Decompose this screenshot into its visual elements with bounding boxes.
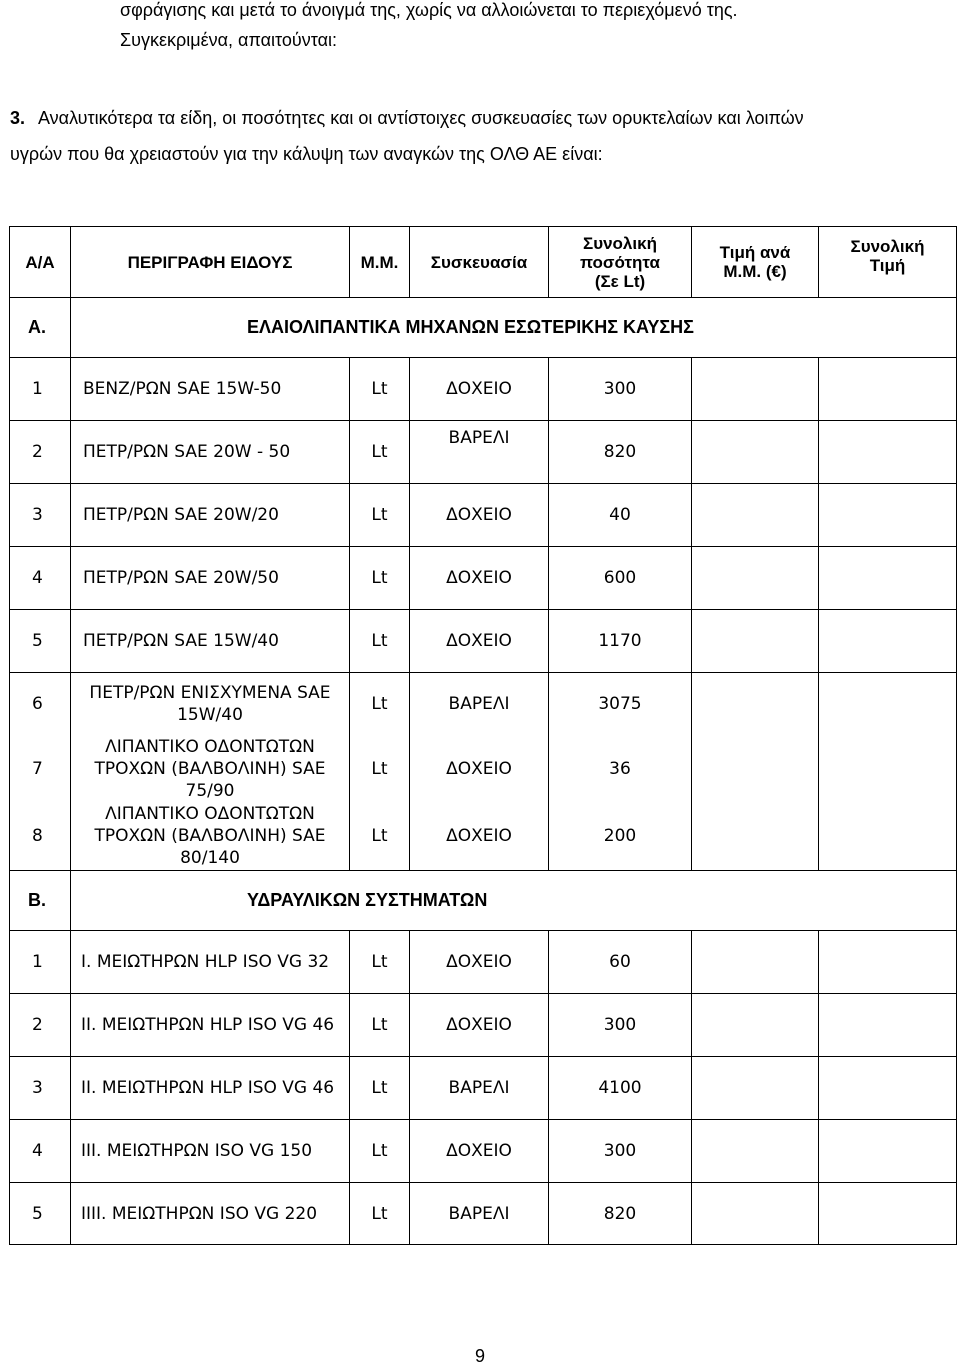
row-no: 8 xyxy=(10,803,71,871)
row-packaging: ΔΟΧΕΙΟ xyxy=(410,994,549,1057)
row-quantity: 1170 xyxy=(549,610,692,673)
row-unit-price xyxy=(692,1183,819,1245)
row-unit: Lt xyxy=(350,484,410,547)
table-row xyxy=(10,610,957,673)
row-total-price xyxy=(819,421,957,484)
row-no: 3 xyxy=(10,1057,71,1120)
row-packaging: ΒΑΡΕΛΙ xyxy=(410,421,549,484)
header-total-price-line-2: Τιμή xyxy=(869,256,906,275)
row-no: 5 xyxy=(10,1183,71,1245)
table-row xyxy=(10,931,957,994)
row-unit: Lt xyxy=(350,358,410,421)
row-description-line-1: ΛΙΠΑΝΤΙΚΟ ΟΔΟΝΤΩΤΩΝ xyxy=(105,804,315,825)
row-quantity: 200 xyxy=(549,803,692,871)
section-a-title: ΕΛΑΙΟΛΙΠΑΝΤΙΚΑ ΜΗΧΑΝΩΝ ΕΣΩΤΕΡΙΚΗΣ ΚΑΥΣΗΣ xyxy=(71,298,957,358)
row-packaging: ΔΟΧΕΙΟ xyxy=(410,1120,549,1183)
row-unit-price xyxy=(692,484,819,547)
row-no: 4 xyxy=(10,547,71,610)
table-row xyxy=(10,421,957,484)
table-row xyxy=(10,547,957,610)
header-total-qty-line-1: Συνολική xyxy=(583,233,657,253)
row-unit: Lt xyxy=(350,1057,410,1120)
row-total-price xyxy=(819,1120,957,1183)
row-total-price xyxy=(819,484,957,547)
header-description: ΠΕΡΙΓΡΑΦΗ ΕΙΔΟΥΣ xyxy=(71,227,350,298)
row-unit-price xyxy=(692,1057,819,1120)
row-unit: Lt xyxy=(350,547,410,610)
row-packaging: ΔΟΧΕΙΟ xyxy=(410,735,549,803)
row-unit-price xyxy=(692,421,819,484)
row-no: 7 xyxy=(10,735,71,803)
row-description-line-3: 80/140 xyxy=(180,848,240,869)
row-unit: Lt xyxy=(350,735,410,803)
row-no: 3 xyxy=(10,484,71,547)
row-unit-price xyxy=(692,547,819,610)
header-aa: Α/Α xyxy=(10,227,71,298)
row-total-price xyxy=(819,358,957,421)
intro-line-3: Αναλυτικότερα τα είδη, οι ποσότητες και οι αντίστοιχες συσκευασίες των ορυκτελαίων και λοιπών xyxy=(38,108,804,128)
header-total-qty xyxy=(549,227,692,298)
row-description: ΠΕΤΡ/ΡΩΝ SAE 15W/40 xyxy=(71,610,350,673)
row-description: ΙΙΙΙ. ΜΕΙΩΤΗΡΩΝ ISO VG 220 xyxy=(71,1183,350,1245)
table-row xyxy=(10,994,957,1057)
row-packaging: ΔΟΧΕΙΟ xyxy=(410,610,549,673)
row-total-price xyxy=(819,803,957,871)
row-description-line-1: ΛΙΠΑΝΤΙΚΟ ΟΔΟΝΤΩΤΩΝ xyxy=(105,736,315,757)
row-description-line-1: ΠΕΤΡ/ΡΩΝ ΕΝΙΣΧΥΜΕΝΑ SAE xyxy=(89,682,331,703)
table-row xyxy=(10,1183,957,1245)
row-no: 2 xyxy=(10,994,71,1057)
row-quantity: 40 xyxy=(549,484,692,547)
row-unit: Lt xyxy=(350,803,410,871)
table-row xyxy=(10,735,957,803)
row-unit-price xyxy=(692,610,819,673)
row-quantity: 300 xyxy=(549,994,692,1057)
row-unit: Lt xyxy=(350,931,410,994)
row-quantity: 300 xyxy=(549,358,692,421)
row-quantity: 820 xyxy=(549,1183,692,1245)
row-total-price xyxy=(819,1057,957,1120)
row-description xyxy=(71,735,350,803)
row-total-price xyxy=(819,994,957,1057)
header-total-qty-line-2: ποσότητα xyxy=(579,252,660,272)
header-total-qty-line-3: (Σε Lt) xyxy=(594,271,646,291)
row-description-line-2: ΤΡΟΧΩΝ (ΒΑΛΒΟΛΙΝΗ) SAE xyxy=(94,826,326,847)
section-b-row xyxy=(10,871,957,931)
row-packaging: ΒΑΡΕΛΙ xyxy=(410,673,549,735)
row-unit-price xyxy=(692,994,819,1057)
row-unit-price xyxy=(692,931,819,994)
row-no: 1 xyxy=(10,358,71,421)
row-unit-price xyxy=(692,673,819,735)
table-row xyxy=(10,358,957,421)
row-quantity: 4100 xyxy=(549,1057,692,1120)
row-packaging: ΒΑΡΕΛΙ xyxy=(410,1057,549,1120)
row-packaging: ΔΟΧΕΙΟ xyxy=(410,931,549,994)
table-row xyxy=(10,1057,957,1120)
row-description-line-2: 15W/40 xyxy=(177,704,243,725)
row-description: ΙΙΙ. ΜΕΙΩΤΗΡΩΝ ISO VG 150 xyxy=(71,1120,350,1183)
table-row xyxy=(10,1120,957,1183)
row-description: ΙΙ. ΜΕΙΩΤΗΡΩΝ HLP ISO VG 46 xyxy=(71,1057,350,1120)
header-total-price xyxy=(819,227,957,298)
row-unit: Lt xyxy=(350,1183,410,1245)
row-quantity: 600 xyxy=(549,547,692,610)
table-row xyxy=(10,673,957,735)
row-description: ΠΕΤΡ/ΡΩΝ SAE 20W - 50 xyxy=(71,421,350,484)
row-description-line-3: 75/90 xyxy=(185,780,235,801)
row-packaging: ΔΟΧΕΙΟ xyxy=(410,484,549,547)
row-no: 5 xyxy=(10,610,71,673)
row-description: ΠΕΤΡ/ΡΩΝ SAE 20W/20 xyxy=(71,484,350,547)
row-unit-price xyxy=(692,1120,819,1183)
header-unit-price-line-1: Τιμή ανά xyxy=(719,243,791,262)
row-no: 1 xyxy=(10,931,71,994)
row-description: ΒΕΝΖ/ΡΩΝ SAE 15W-50 xyxy=(71,358,350,421)
header-packaging: Συσκευασία xyxy=(410,227,549,298)
row-description: ΠΕΤΡ/ΡΩΝ SAE 20W/50 xyxy=(71,547,350,610)
table-row xyxy=(10,803,957,871)
row-packaging: ΒΑΡΕΛΙ xyxy=(410,1183,549,1245)
materials-table xyxy=(9,226,957,1245)
section-b-letter: Β. xyxy=(10,871,71,931)
row-no: 6 xyxy=(10,673,71,735)
intro-line-4: υγρών που θα χρειαστούν για την κάλυψη των αναγκών της ΟΛΘ ΑΕ είναι: xyxy=(10,144,603,164)
header-row xyxy=(10,227,957,298)
row-packaging: ΔΟΧΕΙΟ xyxy=(410,547,549,610)
row-unit: Lt xyxy=(350,1120,410,1183)
row-unit: Lt xyxy=(350,994,410,1057)
row-unit: Lt xyxy=(350,673,410,735)
row-quantity: 300 xyxy=(549,1120,692,1183)
row-description xyxy=(71,673,350,735)
row-quantity: 820 xyxy=(549,421,692,484)
row-unit-price xyxy=(692,358,819,421)
row-total-price xyxy=(819,1183,957,1245)
row-unit: Lt xyxy=(350,421,410,484)
row-description: Ι. ΜΕΙΩΤΗΡΩΝ HLP ISO VG 32 xyxy=(71,931,350,994)
header-total-price-line-1: Συνολική xyxy=(850,237,925,256)
row-total-price xyxy=(819,610,957,673)
row-packaging: ΔΟΧΕΙΟ xyxy=(410,358,549,421)
row-no: 4 xyxy=(10,1120,71,1183)
table-row xyxy=(10,484,957,547)
page-number: 9 xyxy=(474,1346,485,1366)
header-unit: Μ.Μ. xyxy=(350,227,410,298)
section-a-row xyxy=(10,298,957,358)
row-description: ΙΙ. ΜΕΙΩΤΗΡΩΝ HLP ISO VG 46 xyxy=(71,994,350,1057)
row-description-line-2: ΤΡΟΧΩΝ (ΒΑΛΒΟΛΙΝΗ) SAE xyxy=(94,758,326,779)
row-quantity: 3075 xyxy=(549,673,692,735)
intro-line-1: σφράγισης και μετά το άνοιγμά της, χωρίς να αλλοιώνεται το περιεχόμενό της. xyxy=(120,0,738,20)
item-number: 3. xyxy=(10,108,26,128)
row-total-price xyxy=(819,735,957,803)
row-quantity: 60 xyxy=(549,931,692,994)
row-unit-price xyxy=(692,803,819,871)
header-unit-price-line-2: Μ.Μ. (€) xyxy=(723,262,787,281)
section-a-letter: Α. xyxy=(10,298,71,358)
row-packaging: ΔΟΧΕΙΟ xyxy=(410,803,549,871)
header-unit-price xyxy=(692,227,819,298)
row-quantity: 36 xyxy=(549,735,692,803)
row-total-price xyxy=(819,931,957,994)
row-total-price xyxy=(819,547,957,610)
row-unit: Lt xyxy=(350,610,410,673)
row-total-price xyxy=(819,673,957,735)
row-description xyxy=(71,803,350,871)
section-b-title: ΥΔΡΑΥΛΙΚΩΝ ΣΥΣΤΗΜΑΤΩΝ xyxy=(71,871,957,931)
intro-line-2: Συγκεκριμένα, απαιτούνται: xyxy=(120,30,337,50)
row-no: 2 xyxy=(10,421,71,484)
row-unit-price xyxy=(692,735,819,803)
